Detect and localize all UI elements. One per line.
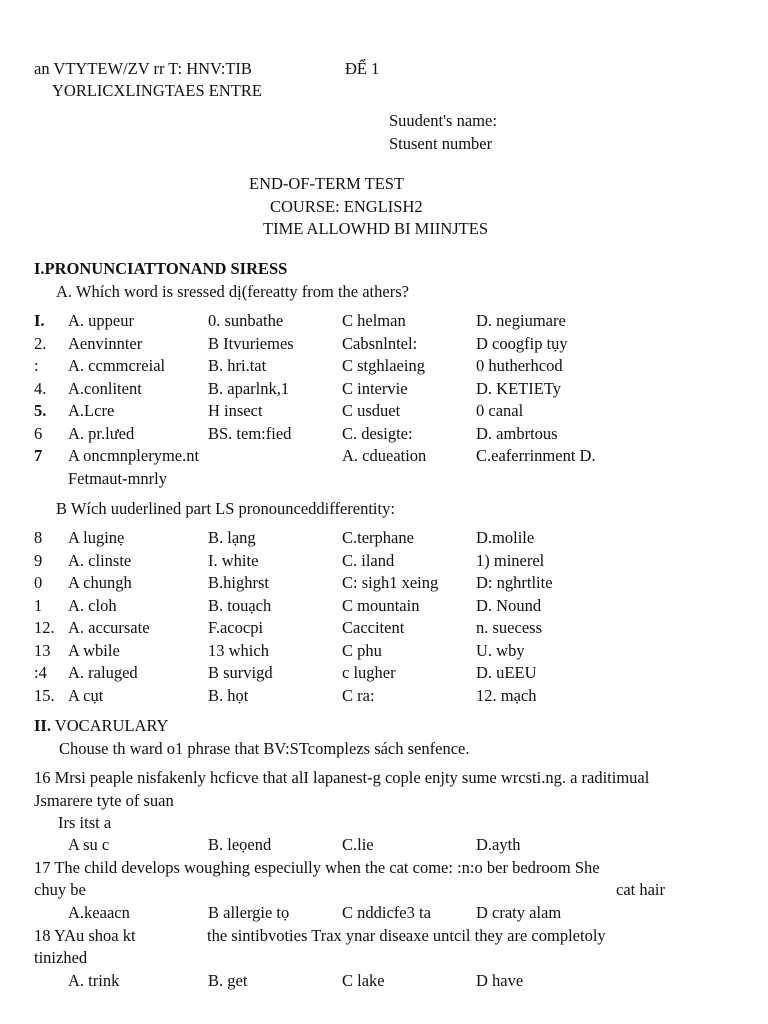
question-number: 2. bbox=[34, 334, 47, 353]
option-b: F.acocpi bbox=[208, 618, 264, 637]
option-a: A oncmnpleryme.nt bbox=[68, 446, 200, 465]
question-row bbox=[34, 423, 748, 446]
question-number: 4. bbox=[34, 379, 47, 398]
question-number: 0 bbox=[34, 573, 43, 592]
question-row bbox=[34, 640, 748, 663]
question-number: 12. bbox=[34, 618, 55, 637]
exam-code: ĐỂ 1 bbox=[345, 59, 380, 78]
option-c: c lugher bbox=[342, 663, 396, 682]
course-title: COURSE: ENGLISH2 bbox=[270, 197, 423, 216]
school-name-line1: an VTYTEW/ZV rr T: HNV:TIB bbox=[34, 59, 252, 78]
test-title: END-OF-TERM TEST bbox=[249, 174, 405, 193]
option-b: I. white bbox=[208, 551, 259, 570]
question-row bbox=[34, 970, 748, 993]
option-d: 12. mạch bbox=[476, 686, 537, 705]
option-b: B. leọend bbox=[208, 835, 272, 854]
option-b: 13 which bbox=[208, 641, 269, 660]
option-b: B Itvuriemes bbox=[208, 334, 294, 353]
question-number: 8 bbox=[34, 528, 43, 547]
option-c: C stghlaeing bbox=[342, 356, 425, 375]
option-b: B. touạch bbox=[208, 596, 272, 615]
option-b: B allergie tọ bbox=[208, 903, 290, 922]
question-row bbox=[34, 902, 748, 925]
question-row bbox=[34, 685, 748, 708]
question-row bbox=[34, 355, 748, 378]
option-c: C usduet bbox=[342, 401, 401, 420]
question-row bbox=[34, 333, 748, 356]
question-number: 1 bbox=[34, 596, 43, 615]
question-row bbox=[34, 595, 748, 618]
option-d: D coogfip tụy bbox=[476, 334, 568, 353]
question-row bbox=[34, 378, 748, 401]
option-a: A wbile bbox=[68, 641, 120, 660]
option-a: A cụt bbox=[68, 686, 104, 705]
option-c: C.lie bbox=[342, 835, 374, 854]
option-c: Cabsnlntel: bbox=[342, 334, 418, 353]
question-17-text-right: cat hair bbox=[616, 880, 666, 899]
option-c: C intervie bbox=[342, 379, 408, 398]
option-d: D. ambrtous bbox=[476, 424, 558, 443]
option-a: A chungh bbox=[68, 573, 132, 592]
option-continuation: Fetmaut-mnrly bbox=[68, 469, 167, 488]
question-18-text: 18 YAu shoa kt bbox=[34, 926, 136, 945]
option-c: A. cdueation bbox=[342, 446, 427, 465]
option-a: A. raluged bbox=[68, 663, 138, 682]
option-b: 0. sunbathe bbox=[208, 311, 284, 330]
option-a: A. clinste bbox=[68, 551, 132, 570]
question-row bbox=[34, 527, 748, 550]
time-allowed: TIME ALLOWHD BI MIINJTES bbox=[263, 219, 489, 238]
option-d: D. Nound bbox=[476, 596, 542, 615]
question-row bbox=[34, 400, 748, 423]
part-b-instruction: B Wích uuderlined part LS pronounceddifferentity: bbox=[56, 499, 395, 518]
option-a: A. cloh bbox=[68, 596, 117, 615]
question-row bbox=[34, 572, 748, 595]
option-a: A. ccmmcreial bbox=[68, 356, 166, 375]
option-a: A luginẹ bbox=[68, 528, 125, 547]
option-d: D.molile bbox=[476, 528, 535, 547]
section2-number: II. bbox=[34, 716, 51, 735]
option-a: A. accursate bbox=[68, 618, 150, 637]
section2-instruction: Chouse th ward o1 phrase that BV:STcomplezs sách senfence. bbox=[59, 739, 470, 758]
option-b: B. lạng bbox=[208, 528, 256, 547]
question-number: 13 bbox=[34, 641, 51, 660]
question-number: 5. bbox=[34, 401, 47, 420]
option-a: A.Lcre bbox=[68, 401, 115, 420]
option-b: B. aparlnk,1 bbox=[208, 379, 290, 398]
question-row bbox=[34, 445, 748, 468]
question-row bbox=[34, 550, 748, 573]
option-d: D. KETIETy bbox=[476, 379, 561, 398]
question-number: :4 bbox=[34, 663, 47, 682]
option-b: B survigd bbox=[208, 663, 273, 682]
part-a-instruction: A. Whích word is sressed dị(fereatty from the athers? bbox=[56, 282, 409, 301]
option-d: D have bbox=[476, 971, 524, 990]
question-row bbox=[34, 834, 748, 857]
option-d: D. uEEU bbox=[476, 663, 537, 682]
option-a: A. uppeur bbox=[68, 311, 134, 330]
option-b: H insect bbox=[208, 401, 263, 420]
option-c: C.terphane bbox=[342, 528, 414, 547]
option-c: Caccitent bbox=[342, 618, 405, 637]
question-18-text-rest: the sintibvoties Trax ynar diseaxe untcil they are completoly bbox=[207, 926, 606, 945]
option-a: A. pr.lưed bbox=[68, 424, 135, 443]
question-number: 7 bbox=[34, 446, 43, 465]
option-c: C phu bbox=[342, 641, 382, 660]
option-d: D. negiumare bbox=[476, 311, 566, 330]
option-c: C: sigh1 xeing bbox=[342, 573, 439, 592]
option-d: 1) minerel bbox=[476, 551, 545, 570]
question-number: 15. bbox=[34, 686, 55, 705]
section2-heading bbox=[34, 715, 168, 738]
option-d: U. wby bbox=[476, 641, 525, 660]
question-17-text: 17 The child develops woughing especiully when the cat come: :n:o ber bedroom She bbox=[34, 858, 600, 877]
question-row bbox=[34, 662, 748, 685]
question-18-text-line2: tinizhed bbox=[34, 948, 88, 967]
option-a: A su c bbox=[68, 835, 110, 854]
section1-heading: I.PRONUNCIATTONAND SIRESS bbox=[34, 259, 288, 278]
option-c: C mountain bbox=[342, 596, 420, 615]
question-row bbox=[34, 310, 748, 333]
option-d: 0 canal bbox=[476, 401, 524, 420]
option-c: C. iland bbox=[342, 551, 395, 570]
option-c: C lake bbox=[342, 971, 385, 990]
option-d: D craty alam bbox=[476, 903, 562, 922]
question-number: 6 bbox=[34, 424, 43, 443]
option-d: C.eaferrinment D. bbox=[476, 446, 596, 465]
school-name-line2: YORLICXLINGTAES ENTRE bbox=[52, 81, 262, 100]
option-b: B. họt bbox=[208, 686, 249, 705]
option-b: BS. tem:fied bbox=[208, 424, 292, 443]
option-d: 0 hutherhcod bbox=[476, 356, 563, 375]
option-c: C helman bbox=[342, 311, 406, 330]
question-number: 9 bbox=[34, 551, 43, 570]
option-a: A. trink bbox=[68, 971, 120, 990]
option-a: A.keaacn bbox=[68, 903, 130, 922]
option-c: C nddicfe3 ta bbox=[342, 903, 431, 922]
question-16-text: 16 Mrsi peaple nisfakenly hcficve that alI lapanest-g cople enjty sume wrcsti.ng. a raditimual Jsmarere tyte of suan bbox=[34, 768, 650, 810]
option-b: B. hri.tat bbox=[208, 356, 267, 375]
option-c: C. desigte: bbox=[342, 424, 413, 443]
option-c: C ra: bbox=[342, 686, 375, 705]
question-number: : bbox=[34, 356, 39, 375]
option-b: B.highrst bbox=[208, 573, 269, 592]
question-row bbox=[34, 617, 748, 640]
option-d: D.ayth bbox=[476, 835, 521, 854]
question-17-text-line2: chuy be bbox=[34, 880, 86, 899]
section2-title: VOCARULARY bbox=[50, 716, 169, 735]
option-b: B. get bbox=[208, 971, 248, 990]
student-number-label: Stusent number bbox=[389, 134, 493, 153]
option-a: A.conlitent bbox=[68, 379, 142, 398]
student-name-label: Suudent's name: bbox=[389, 111, 497, 130]
option-d: D: nghrtlite bbox=[476, 573, 553, 592]
question-16-continuation: Irs itst a bbox=[58, 813, 112, 832]
option-d: n. suecess bbox=[476, 618, 542, 637]
question-number: I. bbox=[34, 311, 45, 330]
option-a: Aenvinnter bbox=[68, 334, 143, 353]
